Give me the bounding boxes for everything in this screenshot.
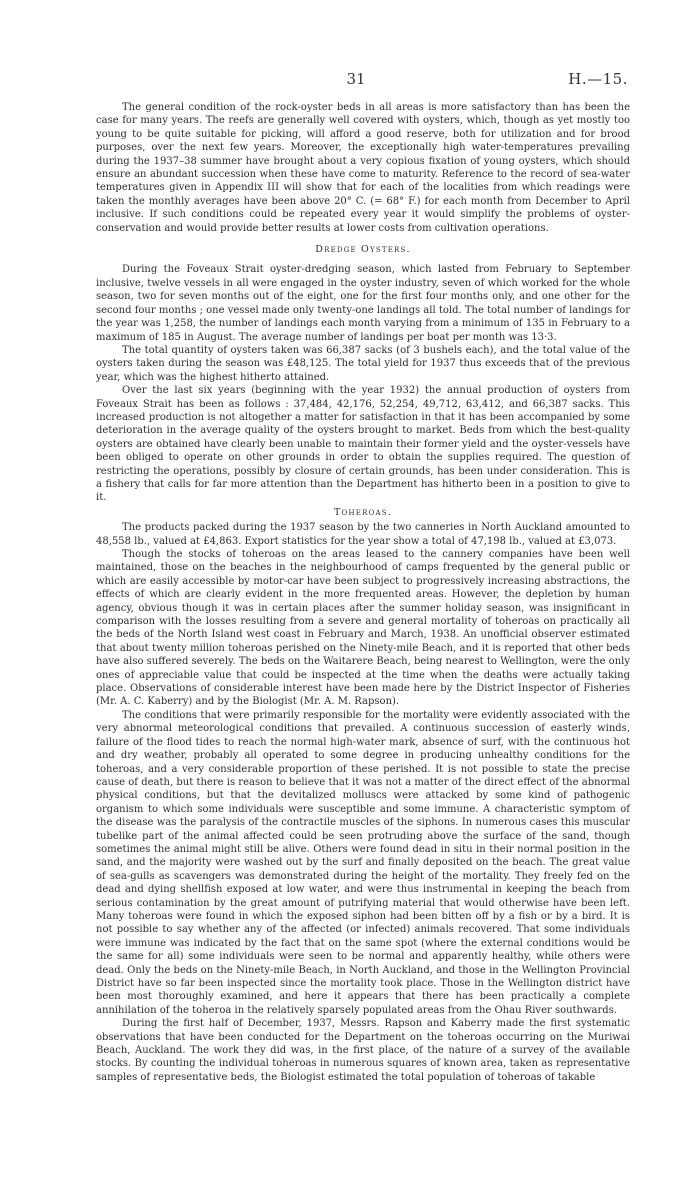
body-text — [96, 101, 630, 1084]
paragraph: The conditions that were primarily responsible for the mortality were evidently associated with the very abnormal meteorological conditions that prevailed. A continuous succession of easterly winds, failure of the flood tides to reach the normal high-water mark, absence of surf, with the continuous hot and dry weather, probably all operated to some degree in producing unhealthy conditions for the toheroas, and a very considerable proportion of these perished. It is not possible to state the precise cause of death, but there is reason to believe that it was not a matter of the direct effect of the abnormal physical conditions, but that the devitalized molluscs were attacked by some kind of pathogenic organism to which some individuals were susceptible and some immune. A characteristic symptom of the disease was the paralysis of the contractile muscles of the siphons. In numerous cases this muscular tubelike part of the animal affected could be seen protruding above the surface of the sand, though sometimes the animal might still be alive. Others were found dead in situ in their normal position in the sand, and the majority were washed out by the surf and finally deposited on the beach. The great value of sea-gulls as scavengers was demonstrated during the height of the mortality. They freely fed on the dead and dying shellfish exposed at low water, and were thus instrumental in keeping the beach from serious contamination by the great amount of putrifying material that would otherwise have been left. Many toheroas were found in which the exposed siphon had been bitten off by a fish or by a bird. It is not possible to say whether any of the affected (or infected) animals recovered. That some individuals were immune was indicated by the fact that on the same spot (where the external conditions would be the same for all) some individuals were seen to be normal and apparently healthy, while others were dead. Only the beds on the Ninety-mile Beach, in North Auckland, and those in the Wellington Provincial District have so far been inspected since the mortality took place. Those in the Wellington district have been most thoroughly examined, and here it appears that there has been practically a complete annihilation of the toheroa in the relatively sparsely populated areas from the Ohau River southwards. — [96, 709, 630, 1016]
page-number: 31 — [346, 70, 366, 88]
paragraph: During the Foveaux Strait oyster-dredging season, which lasted from February to September inclusive, twelve vessels in all were engaged in the oyster industry, seven of which worked for the whole season, two for seven months out of the eight, one for the first four months only, and one other for the second four months ; one vessel made only twenty-one landings all told. The total number of landings for the year was 1,258, the number of landings each month varying from a minimum of 135 in February to a maximum of 185 in August. The average number of landings per boat per month was 13·3. — [96, 264, 630, 343]
section-heading-dredge-oysters: Dredge Oysters. — [315, 244, 411, 256]
paragraph: The products packed during the 1937 season by the two canneries in North Auckland amounted to 48,558 lb., valued at £4,863. Export statistics for the year show a total of 47,198 lb., valued at £3,073. — [96, 522, 630, 547]
section-heading-toheroas: Toheroas. — [334, 506, 392, 518]
paragraph: The general condition of the rock-oyster beds in all areas is more satisfactory than has been the case for many years. The reefs are generally well covered with oysters, which, though as yet mostly too young to be quite suitable for picking, will afford a good reserve, both for utilization and for brood purposes, over the next few years. Moreover, the exceptionally high water-temperatures prevailing during the 1937–38 summer have brought about a very copious fixation of young oysters, which should ensure an abundant succession when these have come to maturity. Reference to the record of sea-water temperatures given in Appendix III will show that for each of the localities from which readings were taken the monthly averages have been above 20° C. (= 68° F.) for each month from December to April inclusive. If such conditions could be repeated every year it would simplify the problems of oyster-conservation and would provide better results at lower costs from cultivation operations. — [96, 102, 630, 234]
paragraph: The total quantity of oysters taken was 66,387 sacks (of 3 bushels each), and the total value of the oysters taken during the season was £48,125. The total yield for 1937 thus exceeds that of the previous year, which was the highest hitherto attained. — [96, 344, 630, 383]
paragraph: Over the last six years (beginning with the year 1932) the annual production of oysters from Foveaux Strait has been as follows : 37,484, 42,176, 52,254, 49,712, 63,412, and 66,387 sacks. This increased production is not altogether a matter for satisfaction in that it has been accompanied by some deterioration in the average quality of the oysters brought to market. Beds from which the best-quality oysters are obtained have clearly been unable to maintain their former yield and the oyster-vessels have been obliged to operate on other grounds in order to obtain the supplies required. The question of restricting the operations, possibly by closure of certain grounds, has been under consideration. This is a fishery that calls for far more attention than the Department has hitherto been in a position to give to it. — [96, 385, 630, 504]
paragraph: During the first half of December, 1937, Messrs. Rapson and Kaberry made the first systematic observations that have been conducted for the Department on the toheroas occurring on the Muriwai Beach, Auckland. The work they did was, in the first place, of the nature of a survey of the available stocks. By counting the individual toheroas in numerous squares of known area, taken as representative samples of representative beds, the Biologist estimated the total population of toheroas of takable — [96, 1018, 630, 1083]
paragraph: Though the stocks of toheroas on the areas leased to the cannery companies have been well maintained, those on the beaches in the neighbourhood of camps frequented by the general public or which are easily accessible by motor-car have been subject to progressively increasing abstractions, the effects of which are clearly evident in the more frequented areas. However, the depletion by human agency, obvious though it was in certain places after the summer holiday season, was insignificant in comparison with the losses resulting from a severe and general mortality of toheroas on practically all the beds of the North Island west coast in February and March, 1938. An unofficial observer estimated that about twenty million toheroas perished on the Ninety-mile Beach, and it is reported that other beds have also suffered severely. The beds on the Waitarere Beach, being nearest to Wellington, were the only ones of appreciable value that could be inspected at the time when the deaths were actually taking place. Observations of considerable interest have been made here by the District Inspector of Fisheries (Mr. A. C. Kaberry) and by the Biologist (Mr. A. M. Rapson). — [96, 549, 630, 708]
report-code: H.—15. — [568, 70, 628, 88]
